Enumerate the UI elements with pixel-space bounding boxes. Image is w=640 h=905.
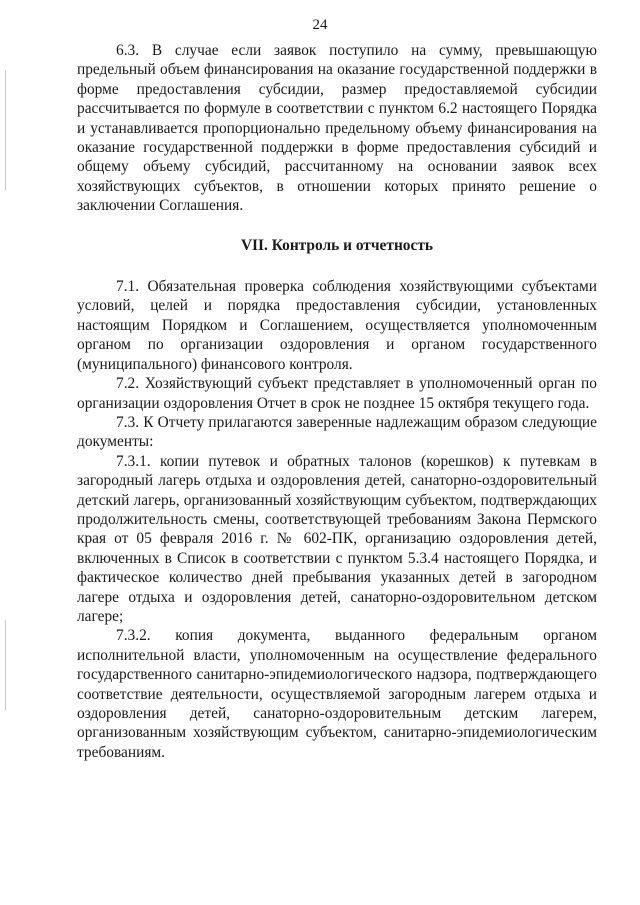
paragraph-6-3: 6.3. В случае если заявок поступило на сумму, превышающую предельный объем финансирования на оказание государственной поддержки в форме предоставления субсидии, размер предоставляемой субсидии рассчитывается по формуле в соответствии с пунктом 6.2 настоящего Порядка и устанавливается пропорционально предельному объему финансирования на оказание государственной поддержки в форме предоставления субсидий и общему объему субсидий, рассчитанному на основании заявок всех хозяйствующих субъектов, в отношении которых принято решение о заключении Соглашения.: [77, 42, 597, 215]
scan-edge-mark: [5, 620, 6, 710]
paragraph-7-3-1: 7.3.1. копии путевок и обратных талонов (корешков) к путевкам в загородный лагерь отдыха и оздоровления детей, санаторно-оздоровительный детский лагерь, организованный хозяйствующим субъектом, подтверждающих продолжительность смены, соответствующей требованиям Закона Пермского края от 05 февраля 2016 г. № 602-ПК, организацию оздоровления детей, включенных в Список в соответствии с пунктом 5.3.4 настоящего Порядка, и фактическое количество дней пребывания указанных детей в загородном лагере отдыха и оздоровления детей, санаторно-оздоровительном детском лагере;: [77, 452, 597, 625]
paragraph-7-3: 7.3. К Отчету прилагаются заверенные надлежащим образом следующие документы:: [77, 413, 597, 451]
paragraph-7-2: 7.2. Хозяйствующий субъект представляет в уполномоченный орган по организации оздоровления Отчет в срок не позднее 15 октября текущего года.: [77, 375, 597, 412]
document-body: [77, 41, 597, 762]
scan-edge-mark: [5, 70, 6, 190]
paragraph-7-1: 7.1. Обязательная проверка соблюдения хозяйствующими субъектами условий, целей и порядка предоставления субсидии, установленных настоящим Порядком и Соглашением, осуществляется уполномоченным органом по организации оздоровления и органом государственного (муниципального) финансового контроля.: [77, 278, 597, 373]
page-number: 24: [312, 17, 328, 33]
paragraph-7-3-2: 7.3.2. копия документа, выданного федеральным органом исполнительной власти, уполномоченным на осуществление федерального государственного санитарно-эпидемиологического надзора, подтверждающего соответствие деятельности, осуществляемой загородным лагерем отдыха и оздоровления детей, санаторно-оздоровительным детским лагерем, организованным хозяйствующим субъектом, санитарно-эпидемиологическим требованиям.: [77, 627, 597, 761]
section-heading: VII. Контроль и отчетность: [240, 236, 434, 254]
